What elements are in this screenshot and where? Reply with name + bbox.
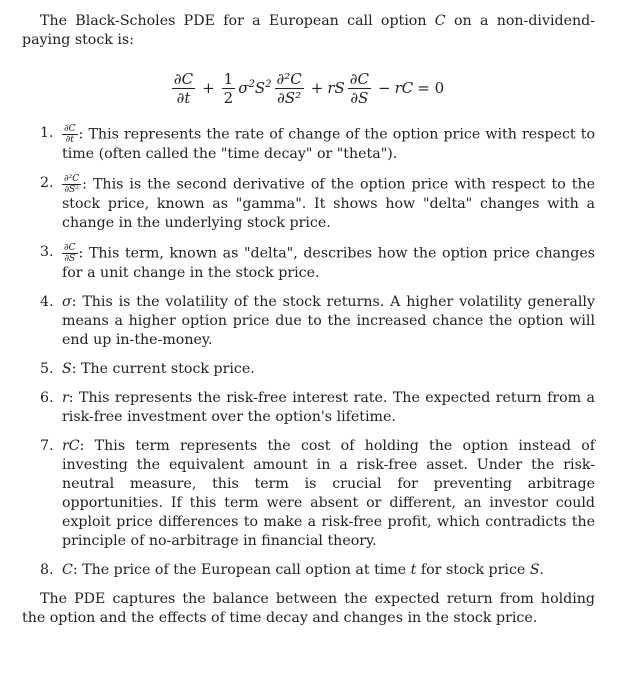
frac-denominator: ∂S² <box>64 185 79 195</box>
frac-numerator: ∂C <box>173 69 194 88</box>
frac-numerator: ∂C <box>64 124 76 134</box>
term-description: : This represents the rate of change of the option price with respect to time (often called the "time decay" or "theta"). <box>62 126 595 162</box>
closing-paragraph: The PDE captures the balance between the expected return from holding the option and the effects of time decay and changes in the stock price. <box>22 591 595 626</box>
frac-denominator: ∂t <box>176 88 191 107</box>
frac-denominator: ∂S² <box>277 88 302 107</box>
term-description: : This represents the risk-free interest rate. The expected return from a risk-free investment over the option's lifetime. <box>62 390 595 425</box>
exponent: 2 <box>265 79 272 90</box>
list-item <box>22 360 595 379</box>
list-item <box>22 293 595 350</box>
frac-denominator: ∂t <box>65 135 74 145</box>
term-description: : The price of the European call option at time <box>72 562 411 578</box>
stock-symbol: S <box>529 562 540 578</box>
list-item <box>22 174 595 233</box>
equals-zero: = 0 <box>417 79 445 97</box>
term-symbol: C <box>62 562 73 578</box>
list-number: 7. <box>40 438 54 454</box>
term-description: : This term, known as "delta", describes how the option price changes for a unit change in the stock price. <box>62 245 595 281</box>
term-symbol <box>62 124 78 145</box>
frac-denominator: 2 <box>223 88 234 107</box>
equation-term-dCdS <box>348 70 371 107</box>
term-symbol: σ <box>62 294 72 310</box>
plus-operator: + <box>202 79 215 97</box>
frac-denominator: ∂S <box>64 254 76 264</box>
exponent: 2 <box>248 79 255 90</box>
equation-rC: rC <box>394 79 414 97</box>
term-description: : This is the second derivative of the option price with respect to the stock price, known as "gamma". It shows how "delta" changes with a change in the underlying stock price. <box>62 176 595 231</box>
list-item <box>22 389 595 427</box>
frac-numerator: 1 <box>223 69 234 88</box>
black-scholes-equation <box>22 58 595 118</box>
term-symbol <box>62 174 81 195</box>
list-number: 2. <box>40 175 54 191</box>
intro-text-before: The Black-Scholes PDE for a European call option <box>40 13 435 29</box>
plus-operator: + <box>310 79 324 97</box>
list-number: 5. <box>40 361 54 377</box>
term-symbol: S <box>62 361 72 377</box>
frac-denominator: ∂S <box>350 88 369 107</box>
list-number: 3. <box>40 244 54 260</box>
time-symbol: t <box>410 562 417 578</box>
list-item <box>22 243 595 283</box>
term-symbol: r <box>62 390 69 406</box>
equation-rS: rS <box>327 79 345 97</box>
intro-text-after: on a non-dividend-paying stock is: <box>22 13 595 48</box>
list-number: 1. <box>40 125 54 141</box>
intro-paragraph <box>22 12 595 50</box>
intro-variable: C <box>434 13 446 29</box>
term-list <box>22 124 595 580</box>
term-description-cont: for stock price <box>416 562 530 578</box>
term-description: : This is the volatility of the stock returns. A higher volatility generally means a higher option price due to the increased chance the option will end up in-the-money. <box>62 294 595 348</box>
term-symbol <box>62 243 78 264</box>
sigma-symbol: σ <box>238 79 249 97</box>
minus-operator: − <box>378 79 391 97</box>
term-symbol: rC <box>62 438 80 454</box>
equation-half <box>222 70 236 107</box>
frac-numerator: ∂C <box>64 243 76 253</box>
equation-term-dCdt <box>172 70 195 107</box>
stock-symbol: S <box>254 79 266 97</box>
list-number: 6. <box>40 390 54 406</box>
list-item <box>22 437 595 551</box>
term-description-end: . <box>539 562 545 578</box>
frac-numerator: ∂²C <box>64 174 80 184</box>
equation-term-d2CdS2 <box>275 70 304 107</box>
equation-sigma-s-squared <box>238 79 271 97</box>
frac-numerator: ∂²C <box>276 69 302 88</box>
frac-numerator: ∂C <box>349 69 370 88</box>
list-number: 4. <box>40 294 54 310</box>
term-description: : This term represents the cost of holding the option instead of investing the equivalent amount in a risk-free asset. Under the risk-neutral measure, this term is crucial for preventing arbitrage opportunities. If this term were absent or different, an investor could exploit price differences to make a risk-free profit, which contradicts the principle of no-arbitrage in financial theory. <box>62 438 595 549</box>
list-item <box>22 561 595 580</box>
list-item <box>22 124 595 164</box>
term-description: : The current stock price. <box>71 361 255 377</box>
list-number: 8. <box>40 562 54 578</box>
